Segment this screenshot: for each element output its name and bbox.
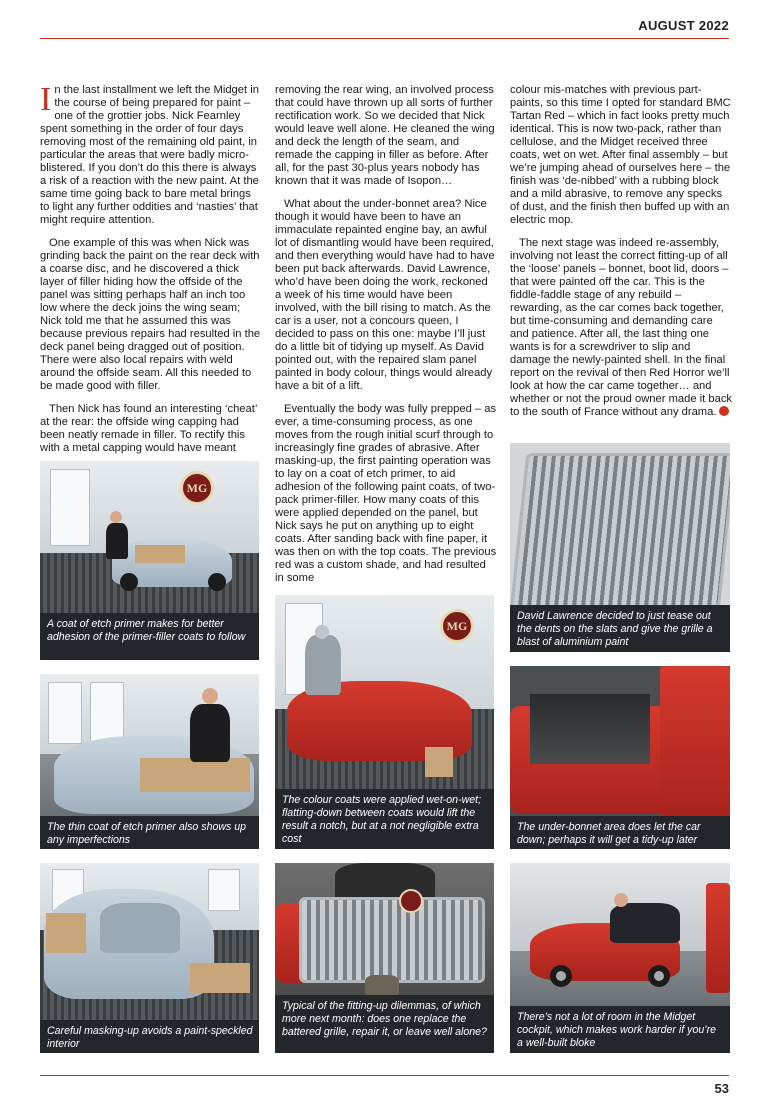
text-column-1 [40,81,262,465]
figure-caption: David Lawrence decided to just tease out the dents on the slats and give the grille a blast of aluminium paint [510,605,730,652]
figure-etch-primer [40,461,259,660]
photo-colour-coats [275,595,494,789]
figure-caption: Careful masking-up avoids a paint-speckled interior [40,1020,259,1053]
mg-logo-icon: MG [180,471,214,505]
figure-masking [40,863,259,1053]
header-rule [40,38,729,39]
paragraph: n the last installment we left the Midget in the course of being prepared for paint – one of the grottier jobs. Nick Fearnley spent something in the order of four days removing most of the remaining old paint, in particular the areas that were badly micro-blistered. If you don’t do this there is always a risk of a reaction with the new paint. At the same time going back to bare metal brings to light any further oddities and ‘nasties’ that might require attention. [40,84,259,226]
paragraph: Then Nick has found an interesting ‘cheat’ at the rear: the offside wing capping had been neatly remade in filler. To rectify this with a metal capping would have meant [40,403,257,454]
photo-grille-dilemma [275,863,494,995]
grille-badge-icon [399,889,423,913]
page-number: 53 [714,1081,729,1096]
paragraph: The next stage was indeed re-assembly, involving not least the correct fitting-up of all the ‘loose’ panels – bonnet, boot lid, doors – that were painted off the car. This is the fiddle-faddle stage of any rebuild – rewarding, as the car comes back together, but time-consuming and demanding care and patience. After all, the last thing one wants is for a screwdriver to slip and damage the newly-painted shell. In the final report on the revival of then Red Horror we’ll look at how the car came together… and whether or not the proud owner made it back to the south of France without any drama. [510,237,733,418]
figure-grille-slats [510,443,730,652]
paragraph: removing the rear wing, an involved process that could have thrown up all sorts of further rectification work. So we decided that Nick would leave well alone. He cleaned the wing and deck the length of the seam, and remade the capping in filler as before. After all, for the past 30-plus years nobody has known that it was made of Isopon… [275,84,495,187]
photo-etch-primer [40,461,259,613]
text-column-3 [510,84,732,429]
paragraph: Eventually the body was fully prepped – as ever, a time-consuming process, as one moves from the rough initial scurf through to increasingly fine grades of abrasive. After masking-up, the first painting operation was to lay on a coat of etch primer, to aid adhesion of the following paint coats, of two-pack primer-filler. How many coats of this were applied depended on the panel, but Nick says he put on anything up to eight coats. After sanding back with fine paper, it was then on with the top coats. The previous red was a custom shade, and had resulted in some [275,403,497,584]
photo-under-bonnet [510,666,730,816]
footer-rule [40,1075,729,1076]
photo-cockpit [510,863,730,1006]
text-column-2 [275,84,497,595]
figure-under-bonnet [510,666,730,849]
photo-grille-slats [510,443,730,605]
figure-caption: There’s not a lot of room in the Midget cockpit, which makes work harder if you’re a well-built bloke [510,1006,730,1053]
drop-cap: I [40,81,52,118]
mg-logo-icon: MG [440,609,474,643]
paragraph: What about the under-bonnet area? Nice though it would have been to have an immaculate repainted engine bay, an awful lot of dismantling would have been required, and then everything would have had to have been put back afterwards. David Lawrence, who’d have been doing the work, reckoned a week of his time would have been involved, with the bill rising to match. As the car is a user, not a concours queen, I decided to pass on this one: maybe I’ll just do a little bit of tidying up myself. As David pointed out, with the repaired slam panel painted in body colour, things would already have a bit of a lift. [275,198,495,392]
end-mark-icon [719,406,729,416]
paragraph: One example of this was when Nick was grinding back the paint on the rear deck with a coarse disc, and he discovered a thick layer of filler hiding how the offside of the panel was sitting perhaps half an inch too low where the deck joins the wing seam; Nick told me that he assumed this was because previous repairs had resulted in the deck panel being dragged out of position. There were also local repairs with weld around the offside seam. All this needed to be made good with filler. [40,237,261,392]
figure-thin-coat [40,674,259,849]
figure-caption: The under-bonnet area does let the car down; perhaps it will get a tidy-up later [510,816,730,849]
figure-caption: The thin coat of etch primer also shows up any imperfections [40,816,259,849]
figure-grille-dilemma [275,863,494,1053]
figure-colour-coats [275,595,494,849]
photo-thin-coat [40,674,259,816]
paragraph: colour mis-matches with previous part-paints, so this time I opted for standard BMC Tartan Red – which in fact looks pretty much identical. This is now two-pack, rather than cellulose, and the Midget received three coats, wet on wet. After final assembly – but we’re jumping ahead of ourselves here – the finish was ‘de-nibbed’ with a rubbing block and a mild abrasive, to remove any specks of dust, and the finish then buffed up with an electric mop. [510,84,731,226]
figure-caption: Typical of the fitting-up dilemmas, of which more next month: does one replace the battered grille, repair it, or leave well alone? [275,995,494,1053]
issue-date: AUGUST 2022 [638,18,729,33]
figure-cockpit [510,863,730,1053]
figure-caption: The colour coats were applied wet-on-wet; flatting-down between coats would lift the result a notch, but at a not negligible extra cost [275,789,494,849]
photo-masking [40,863,259,1020]
figure-caption: A coat of etch primer makes for better adhesion of the primer-filler coats to follow [40,613,259,660]
